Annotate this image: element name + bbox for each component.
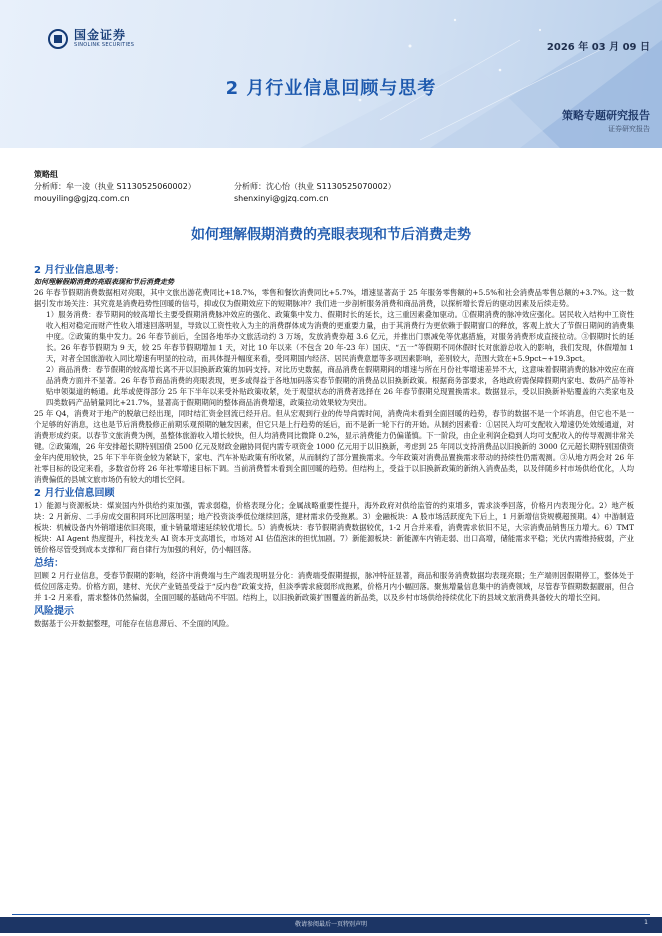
- analyst-block: [34, 169, 396, 205]
- analyst-2-email: shenxinyi@gjzq.com.cn: [234, 194, 329, 203]
- section-heading-summary: 总结：: [34, 558, 64, 569]
- analyst-1: 分析师：牟一凌（执业 S1130525060002）: [34, 182, 196, 191]
- report-header: [0, 0, 662, 148]
- analyst-group: 策略组: [34, 170, 58, 179]
- paragraph-goods: 2）商品消费：春节假期的较高增长离不开以旧换新政策的加码支持。对比历史数据，商品消费在假期期间的增速与所在月份社零增速差异不大，这意味着假期消费的脉冲效应在商品消费方面并不显著。26 年春节商品消费的亮眼表现，更多或得益于各地加码落实春节假期的消费品以旧换新政策。根据商务部要求，各地政府需保障假期内家电、数码产品等补贴申领渠道的畅通。此举或使得部分 25 年下半年以来受补贴政策收紧，处于观望状态的消费者选择在 26 年春节假期兑现置换需求。数据显示，受以旧换新补贴覆盖的六类家电及四类数码产品销量同比+21.7%，显著高于假期期间的整体商品消费增速，政策拉动效果较为突出。: [46, 365, 634, 407]
- analyst-2: 分析师：沈心怡（执业 S1130525070002）: [234, 182, 396, 191]
- footer-divider: [12, 914, 650, 915]
- section-heading-risk: 风险提示: [34, 606, 74, 617]
- section-subheading: 如何理解假期消费的亮眼表现和节后消费走势: [34, 278, 174, 286]
- paragraph: 数据基于公开数据整理，可能存在信息滞后、不全面的风险。: [34, 619, 234, 628]
- report-title: 2 月行业信息回顾与思考: [225, 78, 437, 99]
- report-type: 策略专题研究报告: [562, 109, 650, 122]
- report-body: [34, 264, 634, 629]
- paragraph: 25 年 Q4，消费对于地产的脱敏已经出现，同时结汇资金回流已经开启。但从宏观到行业的传导尚需时间，消费尚未看到全面回暖的趋势，春节的数据不是一个坏消息，但它也不是一个足够的好消息，这也是节后消费股修正前期乐观预期的触发因素，但它只是上行趋势的延后，而不是新一轮下行的开始。从制约因素看：①居民入均可支配收入增速仍处效缓通道，对消费形成约束。以春节文旅消费为例，虽整体旅游收入增长较快，但人均消费同比微降 0.2%，显示消费能力仍偏谨慎。下一阶段，由企业利润企稳到人均可支配收入的传导观测非常关键。②政策端，26 年安排超长期特别国债 2500 亿元及财政金融协同促内需专项资金 1000 亿元用于以旧换新，考虑到 25 年同以支持消费品以旧换新的 3000 亿元超长期特别国债资金年内使用较快，25 年下半年资金较为紧缺下，家电、汽车补贴政策有所收紧，从而制约了部分置换需求。今年政策对消费品置换需求带动的持续性仍需观测。③从地方两会对 26 年社零目标的设定来看，多数省份将 26 年社零增速目标下调。当前消费暂未看到全面回暖的趋势。但结构上，受益于以旧换新政策的新纳入消费品类，以及伴随乡村市场供给优化，人均消费偏低的县城文旅市场仍有较大的增长空间。: [34, 409, 634, 484]
- footer-disclaimer: 敬请参阅最后一页特别声明: [294, 921, 367, 928]
- paragraph: 回顾 2 月行业信息，受春节假期的影响，经济中消费端与生产端表现明显分化：消费端受假期提振，脉冲特征显著，商品和服务消费数据均表现亮眼；生产端则因假期停工，整体处于低位回落走势。价格方面，建材、光伏产业链虽受益于“反内卷”政策支持，但淡季需求疲弱形成拖累，价格月内小幅回落。聚焦增量信息集中的消费领域，尽管春节假期数据靓丽，但合并 1-2 月来看，需求整体仍然偏弱，全面回暖的基础尚不牢固。结构上，以旧换新政策扩围覆盖的新品类，以及乡村市场供给持续优化下的县域文旅消费具备较大的增长空间。: [34, 571, 634, 602]
- paragraph-services: 1）服务消费：春节期间的较高增长主要受假期消费脉冲效应的强化、政策集中发力、假期时长的延长，这三重因素叠加驱动。①假期消费的脉冲效应强化。居民收入结构中工资性收入相对稳定而财产性收入增速回落明显，导致以工资性收入为主的消费群体成为消费的更重要力量，由于其消费行为更依赖于假期窗口的释放，客观上放大了节假日期间的消费集中度。②政策的集中发力。26 年春节前后，全国各地举办文旅活动约 3 万场，发放消费券超 3.6 亿元，并推出门票减免等优惠措施，对服务消费形成直接拉动。③假期时长的延长。26 年春节假期为 9 天，较 25 年春节假期增加 1 天，对比 10 年以来（不包含 20 年-23 年）国庆、“五一”等假期不同休假时长对旅游总收入的影响，我们发现，休假增加 1 天，对者全国旅游收入同比增速有明显的拉动，而具体提升幅度来看，受同期国内经济、居民消费意愿等多项因素影响，差别较大，范围大致在+5.9pct~+19.3pct。: [46, 310, 634, 363]
- paragraph: 26 年春节假期消费数据相对亮眼，其中文旅出游花费同比+18.7%，零售和餐饮消费同比+5.7%，增速显著高于 25 年服务零售额的+5.5%和社会消费品零售总额的+3.7%。这一数据引发市场关注：其究竟是消费趋势性回暖的信号，抑或仅为假期效应下的短期脉冲？我们进一步剖析服务消费和商品消费，以探析增长背后的驱动因素及后续走势。: [34, 288, 634, 308]
- report-date: 2026 年 03 月 09 日: [546, 42, 650, 53]
- logo-name-en: SINOLINK SECURITIES: [74, 42, 135, 48]
- logo-icon: [48, 29, 68, 49]
- report-category: 证券研究报告: [608, 125, 650, 133]
- section-heading-thoughts: 2 月行业信息思考：: [34, 265, 125, 276]
- section-heading-review: 2 月行业信息回顾: [34, 488, 115, 499]
- analyst-1-email: mouyiling@gjzq.com.cn: [34, 194, 130, 203]
- document-heading: 如何理解假期消费的亮眼表现和节后消费走势: [191, 227, 471, 243]
- company-logo: [48, 28, 134, 49]
- page-number: 1: [644, 919, 648, 926]
- logo-name-cn: 国金证券: [74, 28, 127, 42]
- paragraph: 1）能源与资源板块：煤炭国内外供给约束加强，需求弱稳，价格表现分化；金属战略重要性提升，海外政府对供给监管的约束增多，需求淡季回落，价格月内表现分化。2）地产板块：2 月新房、二手房成交面积同环比回落明显；地产投资淡季低位继续回落，建材需求仍受拖累。3）金融板块：A 股市场活跃度先下后上，1 月新增信贷规模超预期。4）中游制造板块：机械设备内外销增速依旧亮眼，重卡销量增速延续较优增长。5）消费板块：春节假期消费数据较优，1-2 月合并来看，消费需求依旧不足，大宗消费品销售压力增大。6）TMT 板块：AI Agent 热度提升，科技龙头 AI 资本开支高增长，市场对 AI 估值泡沫的担忧加剧。7）新能源板块：新能源车内销走弱、出口高增，储能需求平稳；光伏内需维持疲弱，产业链价格尽管受到成本支撑和厂商自律行为加强的利好，仍小幅回落。: [34, 501, 634, 554]
